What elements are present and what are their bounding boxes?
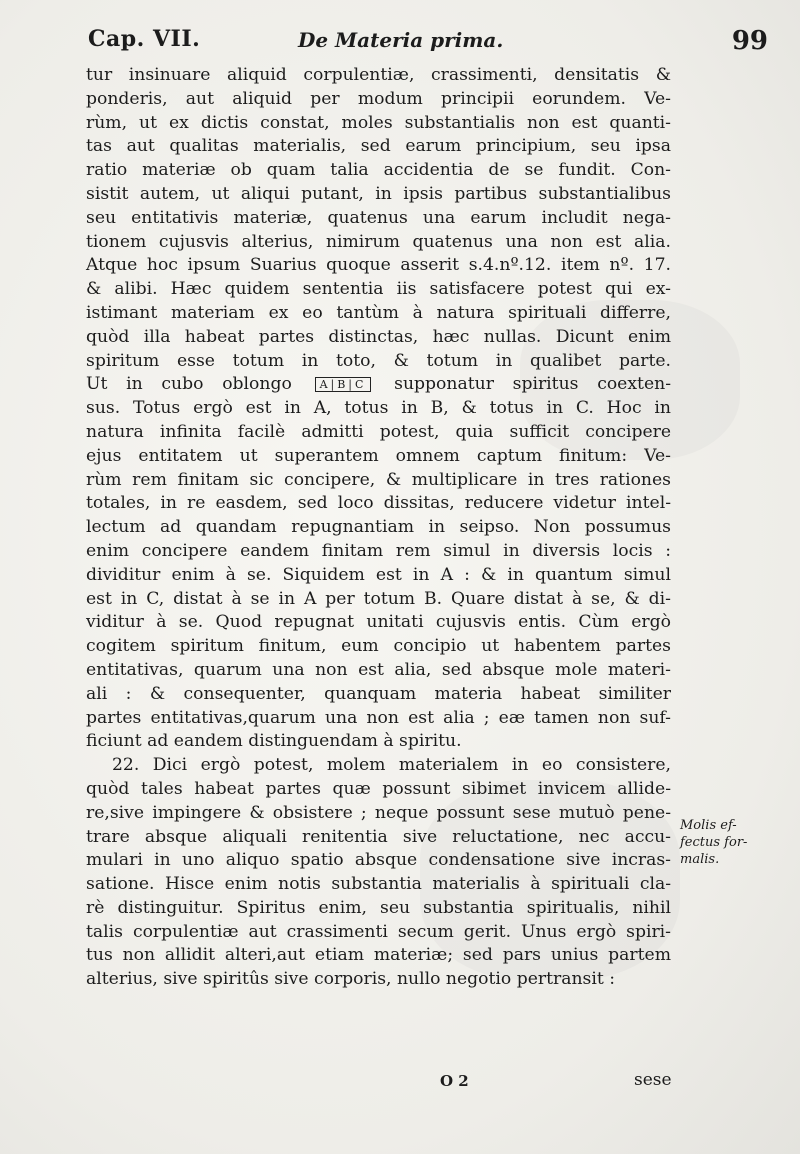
text-line: istimant materiam ex eo tantùm à natura spirituali differre, [86, 302, 671, 323]
margin-note-line: malis. [680, 852, 720, 867]
body-text [86, 64, 671, 992]
chapter-heading: Cap. VII. [88, 26, 201, 52]
text-line: & alibi. Hæc quidem sententia iis satisfacere potest qui ex- [86, 279, 671, 300]
text-line: est in C, distat à se in A per totum B. Quare distat à se, & di- [86, 588, 671, 609]
text-line: ponderis, aut aliquid per modum principii eorundem. Ve- [86, 88, 671, 109]
text-line: ali : & consequenter, quanquam materia habeat similiter [86, 683, 671, 704]
text-line: tionem cujusvis alterius, nimirum quatenus una non est alia. [86, 231, 671, 252]
text-line: lectum ad quandam repugnantiam in seipso. Non possumus [86, 517, 671, 538]
catchword: sese [634, 1070, 672, 1090]
page-number: 99 [731, 26, 768, 56]
text-line: dividitur enim à se. Siquidem est in A : & in quantum simul [86, 564, 671, 585]
text-line: tas aut qualitas materialis, sed earum principium, seu ipsa [86, 136, 671, 157]
margin-note-line: fectus for- [680, 835, 748, 850]
text-line: quòd illa habeat partes distinctas, hæc nullas. Dicunt enim [86, 326, 671, 347]
text-line: tus non allidit alteri,aut etiam materiæ; sed pars unius partem [86, 945, 671, 966]
text-line: entitativas, quarum una non est alia, sed absque mole materi- [86, 659, 671, 680]
text-line: sus. Totus ergò est in A, totus in B, & totus in C. Hoc in [86, 398, 671, 419]
text-line: alterius, sive spiritûs sive corporis, nullo negotio pertransit : [86, 969, 616, 990]
text-line: 22. Dici ergò potest, molem materialem in eo consistere, [112, 755, 671, 776]
text-line: rùm, ut ex dictis constat, moles substantialis non est quanti- [86, 112, 671, 133]
text-line: talis corpulentiæ aut crassimenti secum gerit. Unus ergò spiri- [86, 921, 671, 942]
text-line: Atque hoc ipsum Suarius quoque asserit s.4.nº.12. item nº. 17. [86, 255, 671, 276]
margin-note [680, 817, 780, 868]
text-line: quòd tales habeat partes quæ possunt sibimet invicem allide- [86, 778, 671, 799]
text-line: ejus entitatem ut superantem omnem captum finitum: Ve- [86, 445, 671, 466]
text-line: ratio materiæ ob quam talia accidentia de se fundit. Con- [86, 160, 671, 181]
text-line: satione. Hisce enim notis substantia materialis à spirituali cla- [86, 874, 671, 895]
text-line: tur insinuare aliquid corpulentiæ, crassimenti, densitatis & [86, 65, 671, 85]
text-line: Ut in cubo oblongo A|B|C supponatur spiritus coexten- [86, 374, 671, 395]
text-line: spiritum esse totum in toto, & totum in qualibet parte. [86, 350, 671, 371]
text-line: re,sive impingere & obsistere ; neque possunt sese mutuò pene- [86, 802, 671, 823]
text-line: sistit autem, ut aliqui putant, in ipsis partibus substantialibus [86, 183, 671, 204]
text-line: ficiunt ad eandem distinguendam à spiritu. [86, 731, 462, 752]
text-line: enim concipere eandem finitam rem simul in diversis locis : [86, 540, 671, 561]
text-line: trare absque aliquali renitentia sive reluctatione, nec accu- [86, 826, 671, 847]
page-header [88, 26, 768, 60]
margin-note-line: Molis ef- [680, 818, 737, 833]
text-line: mulari in uno aliquo spatio absque condensatione sive incras- [86, 850, 671, 871]
text-line: natura infinita facilè admitti potest, quia sufficit concipere [86, 421, 671, 442]
text-line: partes entitativas,quarum una non est alia ; eæ tamen non suf- [86, 707, 671, 728]
text-line: rè distinguitur. Spiritus enim, seu substantia spiritualis, nihil [86, 897, 671, 918]
text-line: totales, in re easdem, sed loco dissitas, reducere videtur intel- [86, 493, 671, 514]
text-line: rùm rem finitam sic concipere, & multiplicare in tres rationes [86, 469, 671, 490]
text-line: viditur à se. Quod repugnat unitati cujusvis entis. Cùm ergò [86, 612, 671, 633]
cube-diagram-box: A|B|C [315, 377, 372, 392]
signature-mark: O 2 [440, 1072, 469, 1090]
running-title: De Materia prima. [298, 28, 504, 52]
text-line: cogitem spiritum finitum, eum concipio ut habentem partes [86, 636, 671, 657]
text-line: seu entitativis materiæ, quatenus una earum includit nega- [86, 207, 671, 228]
